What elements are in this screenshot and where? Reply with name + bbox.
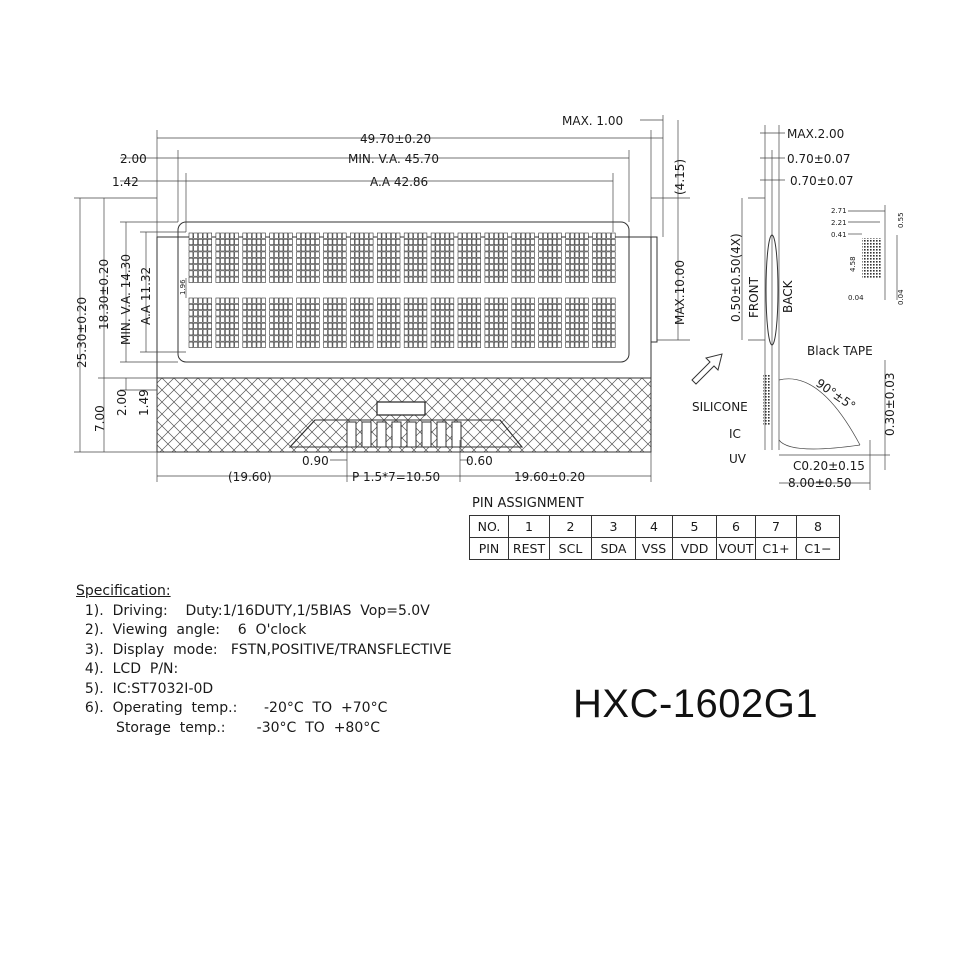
specification [76, 582, 452, 738]
char-cell [189, 233, 212, 283]
pin-no-cell: 8 [797, 516, 840, 538]
spec-line: 1). Driving: Duty:1/16DUTY,1/5BIAS Vop=5.0V [76, 602, 430, 619]
fpc-pad [407, 422, 416, 447]
svg-text:0.04: 0.04 [897, 289, 905, 305]
char-cell [566, 298, 589, 348]
side-max-2: MAX.2.00 [787, 127, 845, 141]
pin-assignment-title: PIN ASSIGNMENT [472, 496, 584, 511]
char-cell [270, 233, 293, 283]
side-silicone: SILICONE [692, 400, 748, 414]
dim-pad-060: 0.60 [466, 454, 493, 468]
char-cell [404, 233, 427, 283]
spec-line: 3). Display mode: FSTN,POSITIVE/TRANSFLECTIVE [76, 641, 452, 658]
side-uv: UV [729, 452, 746, 466]
dim-aa-w: A.A 42.86 [370, 175, 429, 189]
side-offset: 0.50±0.50(4X) [729, 233, 743, 322]
fpc-pad [347, 422, 356, 447]
dim-min-va-w: MIN. V.A. 45.70 [348, 152, 439, 166]
side-front: FRONT [747, 277, 761, 318]
pin-name-cell: REST [509, 538, 550, 560]
pin-assignment-table [469, 515, 840, 560]
dim-left-2: 2.00 [120, 152, 147, 166]
pin-no-cell: 6 [717, 516, 756, 538]
side-d800: 8.00±0.50 [788, 476, 852, 490]
char-cell [431, 233, 454, 283]
dim-outline-width: 49.70±0.20 [360, 132, 432, 146]
pin-name-cell: SCL [550, 538, 592, 560]
pin-name-cell: VDD [673, 538, 717, 560]
silicone-block [763, 375, 771, 425]
dim-h-700: 7.00 [93, 405, 107, 432]
pin-header-row [470, 516, 840, 538]
char-cell [485, 298, 508, 348]
dim-max-1: MAX. 1.00 [562, 114, 624, 128]
pin-name-row [470, 538, 840, 560]
char-cell [458, 298, 481, 348]
dim-min-va-h: MIN. V.A. 14.30 [119, 254, 133, 345]
svg-text:2.21: 2.21 [831, 219, 847, 227]
side-d030: 0.30±0.03 [883, 372, 897, 436]
char-cell [324, 233, 347, 283]
dim-pad-090: 0.90 [302, 454, 329, 468]
dim-bottom-right: 19.60±0.20 [514, 470, 586, 484]
dim-left-142: 1.42 [112, 175, 139, 189]
pin-name-cell: PIN [470, 538, 509, 560]
dim-right-415: (4.15) [673, 158, 687, 195]
spec-line: 5). IC:ST7032I-0D [76, 680, 214, 697]
spec-line: 2). Viewing angle: 6 O'clock [76, 622, 307, 638]
char-cell [270, 298, 293, 348]
fpc-pad [392, 422, 401, 447]
char-cell [377, 233, 400, 283]
char-cell [297, 233, 320, 283]
front-arrow-icon [692, 354, 722, 384]
fpc-pad [437, 422, 446, 447]
dim-height-total: 25.30±0.20 [75, 296, 89, 368]
char-cell [297, 298, 320, 348]
spec-line: 6). Operating temp.: -20°C TO +70°C [76, 700, 388, 716]
char-cell [458, 233, 481, 283]
char-cell [593, 233, 616, 283]
ic-block [377, 402, 425, 415]
char-cell [377, 298, 400, 348]
char-cell [324, 298, 347, 348]
spec-line: Storage temp.: -30°C TO +80°C [76, 719, 381, 736]
char-cell [350, 233, 373, 283]
dim-pitch: P 1.5*7=10.50 [352, 470, 441, 484]
pin-no-cell: NO. [470, 516, 509, 538]
side-t1: 0.70±0.07 [787, 152, 851, 166]
svg-text:4.58: 4.58 [849, 256, 857, 272]
side-ic: IC [729, 427, 741, 441]
pin-no-cell: 3 [592, 516, 636, 538]
svg-text:0.55: 0.55 [897, 212, 905, 228]
dim-h-149: 1.49 [137, 389, 151, 416]
pin-no-cell: 2 [550, 516, 592, 538]
spec-line: 4). LCD P/N: [76, 661, 179, 677]
fpc-pad [422, 422, 431, 447]
side-t2: 0.70±0.07 [790, 174, 854, 188]
char-cell [350, 298, 373, 348]
side-black-tape: Black TAPE [807, 344, 873, 358]
model-number: HXC-1602G1 [573, 682, 819, 726]
pin-no-cell: 4 [636, 516, 673, 538]
char-cell [189, 298, 212, 348]
pin-name-cell: VOUT [717, 538, 756, 560]
pin-no-cell: 1 [509, 516, 550, 538]
char-cell [243, 233, 266, 283]
dim-h-200: 2.00 [115, 389, 129, 416]
char-cell [216, 233, 239, 283]
char-cell [485, 233, 508, 283]
pin-no-cell: 5 [673, 516, 717, 538]
pin-name-cell: C1− [797, 538, 840, 560]
fpc-pad [377, 422, 386, 447]
svg-text:0.41: 0.41 [831, 231, 847, 239]
side-thickness [651, 237, 657, 342]
dim-max-10: MAX.10.00 [673, 260, 687, 325]
svg-text:2.71: 2.71 [831, 207, 847, 215]
char-cell [512, 298, 535, 348]
svg-text:0.04: 0.04 [848, 294, 864, 302]
dim-row-gap: 1.96 [179, 279, 187, 295]
char-cell [512, 233, 535, 283]
dim-bottom-left: (19.60) [228, 470, 272, 484]
char-cell [404, 298, 427, 348]
char-cell [566, 233, 589, 283]
char-grid [189, 233, 615, 348]
dim-height-1830: 18.30±0.20 [97, 258, 111, 330]
char-cell [539, 233, 562, 283]
dim-aa-h: A.A 11.32 [139, 266, 153, 325]
fpc-pad [362, 422, 371, 447]
char-cell [593, 298, 616, 348]
side-c020: C0.20±0.15 [793, 459, 865, 473]
pin-name-cell: SDA [592, 538, 636, 560]
spec-title: Specification: [76, 583, 171, 599]
side-back: BACK [781, 280, 795, 313]
pin-name-cell: C1+ [756, 538, 797, 560]
char-cell [216, 298, 239, 348]
char-cell [431, 298, 454, 348]
pin-name-cell: VSS [636, 538, 673, 560]
pin-no-cell: 7 [756, 516, 797, 538]
char-cell [243, 298, 266, 348]
char-detail [831, 205, 905, 305]
side-angle: 90°±5° [813, 375, 859, 414]
char-cell [539, 298, 562, 348]
